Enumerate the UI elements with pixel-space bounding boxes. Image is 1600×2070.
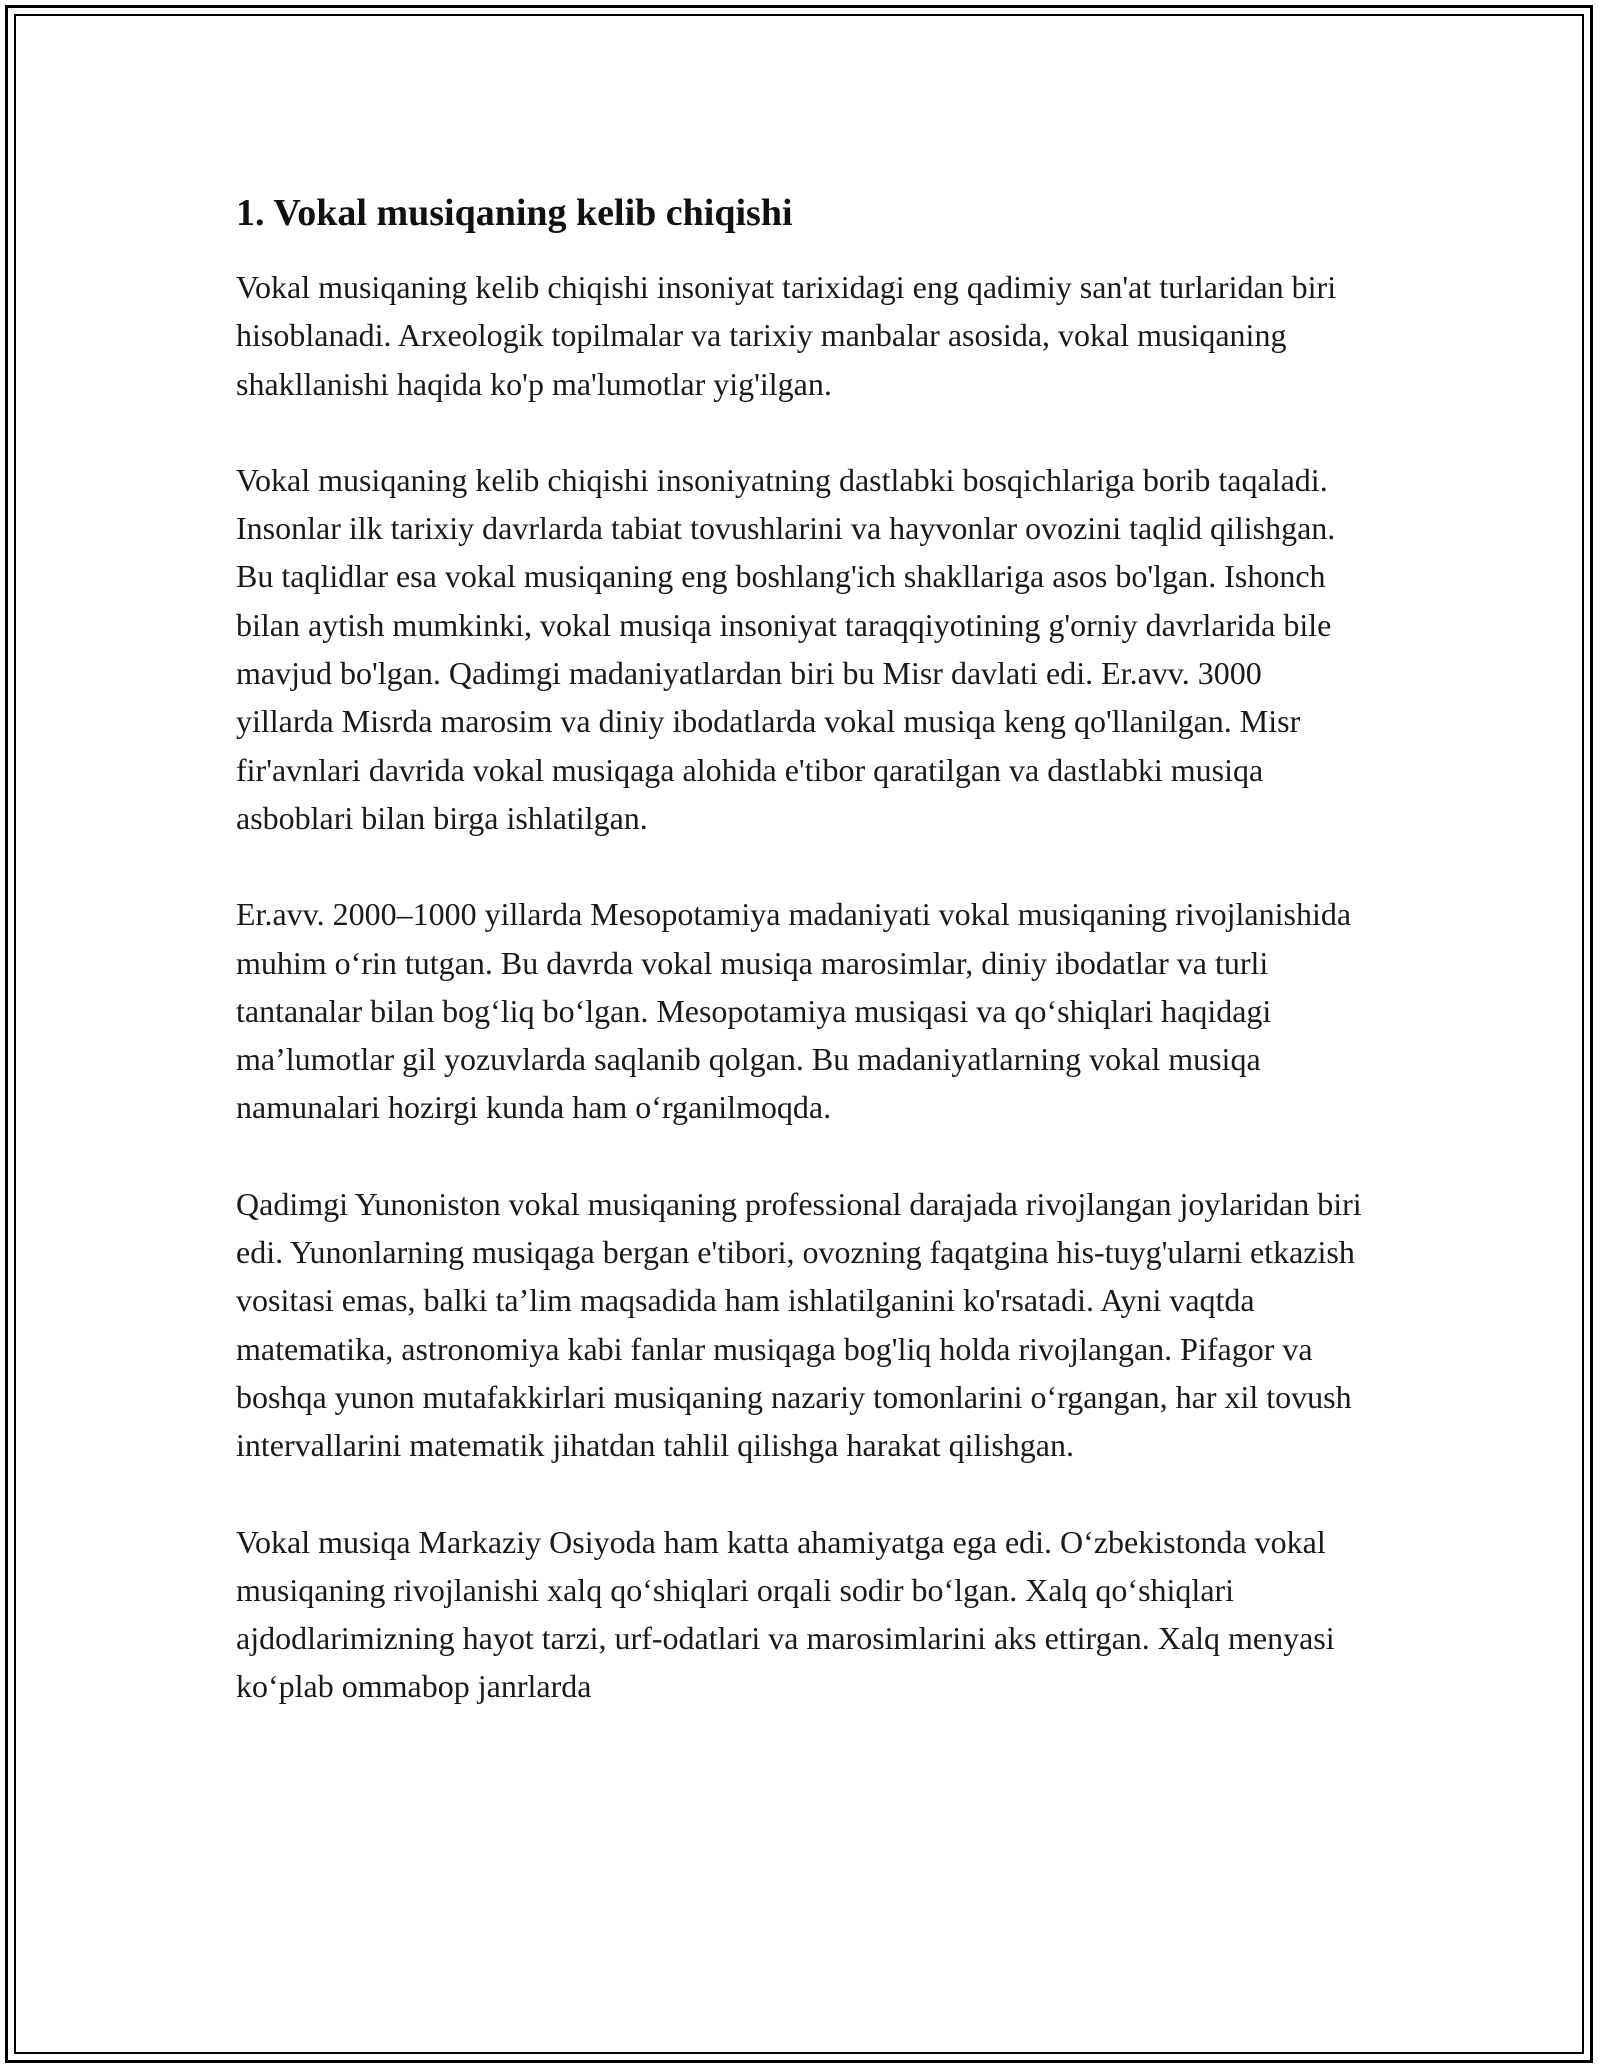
section-heading: 1. Vokal musiqaning kelib chiqishi (236, 192, 793, 234)
document-body (236, 185, 1366, 1759)
paragraph-1: Vokal musiqaning kelib chiqishi insoniyat tarixidagi eng qadimiy san'at turlaridan biri hisoblanadi. Arxeologik topilmalar va tarixiy manbalar asosida, vokal musiqaning shakllanishi haqida ko'p ma'lumotlar yig'ilgan. (236, 269, 1337, 402)
paragraph-5: Vokal musiqa Markaziy Osiyoda ham katta ahamiyatga ega edi. O‘zbekistonda vokal musiqaning rivojlanishi xalq qo‘shiqlari orqali sodir bo‘lgan. Xalq qo‘shiqlari ajdodlarimizning hayot tarzi, urf-odatlari va marosimlarini aks ettirgan. Xalq menyasi ko‘plab ommabop janrlarda (236, 1523, 1335, 1705)
paragraph-2: Vokal musiqaning kelib chiqishi insoniyatning dastlabki bosqichlariga borib taqaladi. Insonlar ilk tarixiy davrlarda tabiat tovushlarini va hayvonlar ovozini taqlid qilishgan. Bu taqlidlar esa vokal musiqaning eng boshlang'ich shakllariga asos bo'lgan. Ishonch bilan aytish mumkinki, vokal musiqa insoniyat taraqqiyotining g'orniy davrlarida bile mavjud bo'lgan. Qadimgi madaniyatlardan biri bu Misr davlati edi. Er.avv. 3000 yillarda Misrda marosim va diniy ibodatlarda vokal musiqa keng qo'llanilgan. Misr fir'avnlari davrida vokal musiqaga alohida e'tibor qaratilgan va dastlabki musiqa asboblari bilan birga ishlatilgan. (236, 461, 1336, 836)
paragraph-4: Qadimgi Yunoniston vokal musiqaning professional darajada rivojlangan joylaridan biri edi. Yunonlarning musiqaga bergan e'tibori, ovozning faqatgina his-tuyg'ularni etkazish vositasi emas, balki ta’lim maqsadida ham ishlatilganini ko'rsatadi. Ayni vaqtda matematika, astronomiya kabi fanlar musiqaga bog'liq holda rivojlangan. Pifagor va boshqa yunon mutafakkirlari musiqaning nazariy tomonlarini o‘rgangan, har xil tovush intervallarini matematik jihatdan tahlil qilishga harakat qilishgan. (236, 1185, 1362, 1464)
paragraph-3: Er.avv. 2000–1000 yillarda Mesopotamiya madaniyati vokal musiqaning rivojlanishida muhim o‘rin tutgan. Bu davrda vokal musiqa marosimlar, diniy ibodatlar va turli tantanalar bilan bog‘liq bo‘lgan. Mesopotamiya musiqasi va qo‘shiqlari haqidagi ma’lumotlar gil yozuvlarda saqlanib qolgan. Bu madaniyatlarning vokal musiqa namunalari hozirgi kunda ham o‘rganilmoqda. (236, 896, 1352, 1126)
